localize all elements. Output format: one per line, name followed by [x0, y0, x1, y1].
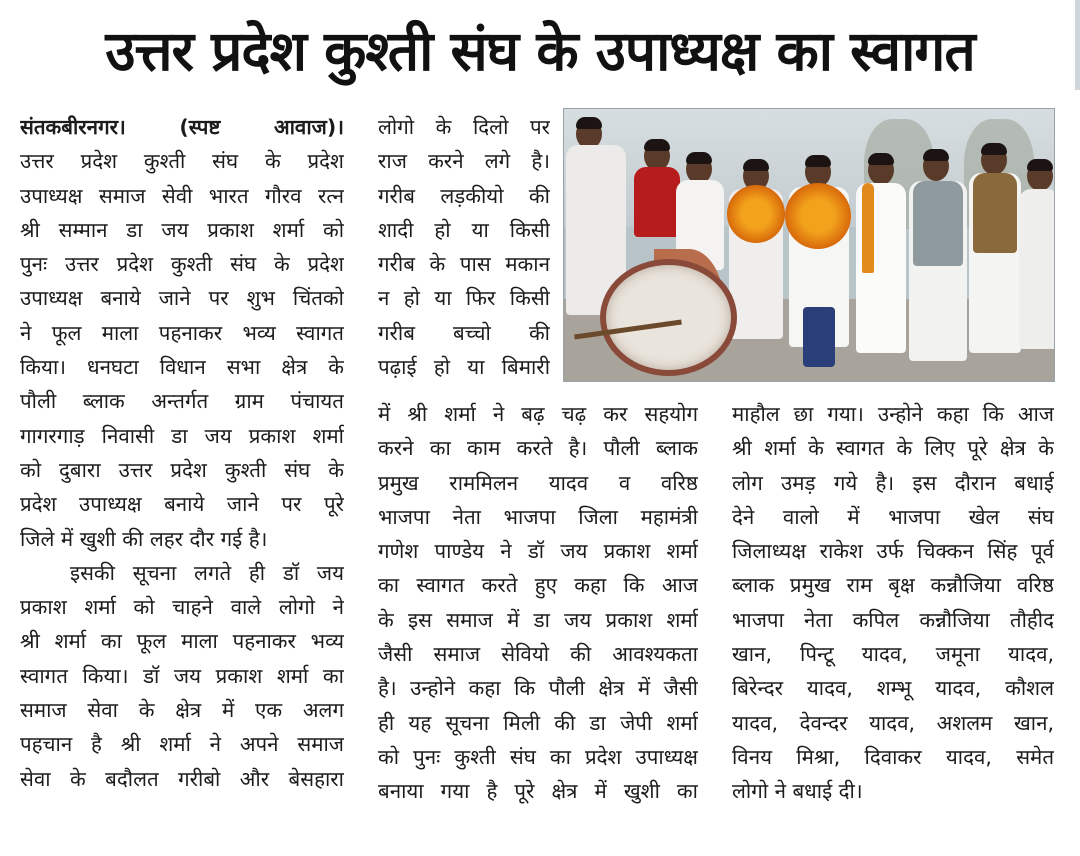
text-line: प्रमुख राममिलन यादव व वरिष्ठ [378, 470, 698, 495]
text-line: गणेश पाण्डेय ने डॉ जय प्रकाश शर्मा [378, 539, 698, 564]
text-line: पुनः उत्तर प्रदेश कुश्ती संघ के प्रदेश [20, 252, 344, 277]
text-line: श्री शर्मा का फूल माला पहनाकर भव्य [20, 629, 344, 654]
text-line: के इस समाज में डा जय प्रकाश शर्मा [378, 607, 698, 632]
text-line: बनाया गया है पूरे क्षेत्र में खुशी का [378, 779, 698, 804]
news-photo-crowd-welcome-icon [563, 108, 1055, 382]
drum-head-icon [600, 259, 737, 376]
text-line: बिरेन्दर यादव, शम्भू यादव, कौशल [732, 676, 1054, 701]
text-line: उपाध्यक्ष समाज सेवी भारत गौरव रत्न [20, 183, 344, 208]
text-line: श्री शर्मा के स्वागत के लिए पूरे क्षेत्र के [732, 436, 1054, 461]
text-line: का स्वागत करते हुए कहा कि आज [378, 573, 698, 598]
text-line: है। उन्होने कहा कि पौली क्षेत्र में जैसी [378, 676, 698, 701]
text-line: देने वालो में भाजपा खेल संघ [732, 504, 1054, 529]
text-line: गागरगाड़ निवासी डा जय प्रकाश शर्मा [20, 423, 344, 448]
text-line: ब्लाक प्रमुख राम बृक्ष कन्नौजिया वरिष्ठ [732, 573, 1054, 598]
text-line: भाजपा नेता भाजपा जिला महामंत्री [378, 504, 698, 529]
text-line: स्वागत किया। डॉ जय प्रकाश शर्मा का [20, 663, 344, 688]
text-line: भाजपा नेता कपिल कन्नौजिया तौहीद [732, 607, 1054, 632]
text-line: उत्तर प्रदेश कुश्ती संघ के प्रदेश [20, 149, 344, 174]
text-line: गरीब के पास मकान [378, 252, 550, 277]
text-line: माहौल छा गया। उन्होने कहा कि आज [732, 402, 1054, 426]
text-line: जिलाध्यक्ष राकेश उर्फ चिक्कन सिंह पूर्व [732, 539, 1054, 564]
text-line: लोगो के दिलो पर [378, 115, 550, 139]
text-line: प्रदेश उपाध्यक्ष बनाये जाने पर पूरे [20, 492, 344, 517]
dateline: संतकबीरनगर। (स्पष्ट आवाज)। [20, 115, 344, 139]
text-line: में श्री शर्मा ने बढ़ चढ़ कर सहयोग [378, 402, 698, 426]
text-line: को पुनः कुश्ती संघ का प्रदेश उपाध्यक्ष [378, 744, 698, 769]
headline: उत्तर प्रदेश कुश्ती संघ के उपाध्यक्ष का स्वागत [105, 19, 975, 83]
text-line: पढ़ाई हो या बिमारी [378, 355, 550, 380]
text-line: इसकी सूचना लगते ही डॉ जय [70, 560, 344, 585]
article-column-3 [378, 397, 698, 809]
text-line: न हो या फिर किसी [378, 286, 550, 311]
text-line: उपाध्यक्ष बनाये जाने पर शुभ चिंतको [20, 286, 344, 311]
text-line: शादी हो या किसी [378, 217, 550, 242]
text-line: गरीब बच्चो की [378, 320, 550, 345]
text-line: जिले में खुशी की लहर दौर गई है। [20, 526, 268, 551]
text-line: श्री सम्मान डा जय प्रकाश शर्मा को [20, 217, 344, 242]
article-column-4 [732, 397, 1054, 809]
text-line: को दुबारा उत्तर प्रदेश कुश्ती संघ के [20, 457, 344, 482]
text-line: प्रकाश शर्मा को चाहने वाले लोगो ने [20, 595, 344, 620]
text-line: पौली ब्लाक अन्तर्गत ग्राम पंचायत [20, 389, 344, 414]
text-line: गरीब लड़कीयो की [378, 183, 550, 208]
text-line: ही यह सूचना मिली की डा जेपी शर्मा [378, 710, 698, 735]
text-line: सेवा के बदौलत गरीबो और बेसहारा [20, 766, 344, 791]
text-line: लोग उमड़ गये है। इस दौरान बधाई [732, 470, 1054, 495]
article-column-1 [20, 110, 344, 796]
text-line: राज करने लगे है। [378, 149, 550, 174]
text-line: जैसी समाज सेवियो की आवश्यकता [378, 642, 698, 667]
text-line: समाज सेवा के क्षेत्र में एक अलग [20, 698, 344, 723]
text-line: यादव, देवन्दर यादव, अशलम खान, [732, 710, 1054, 735]
text-line: ने फूल माला पहनाकर भव्य स्वागत [20, 320, 344, 345]
text-line: विनय मिश्रा, दिवाकर यादव, समेत [732, 744, 1054, 769]
article-column-2 [378, 110, 550, 384]
text-line: पहचान है श्री शर्मा ने अपने समाज [20, 732, 344, 757]
text-line: किया। धनघटा विधान सभा क्षेत्र के [20, 355, 344, 380]
text-line: लोगो ने बधाई दी। [732, 779, 863, 804]
text-line: खान, पिन्टू यादव, जमूना यादव, [732, 642, 1054, 667]
text-line: करने का काम करते है। पौली ब्लाक [378, 436, 698, 461]
